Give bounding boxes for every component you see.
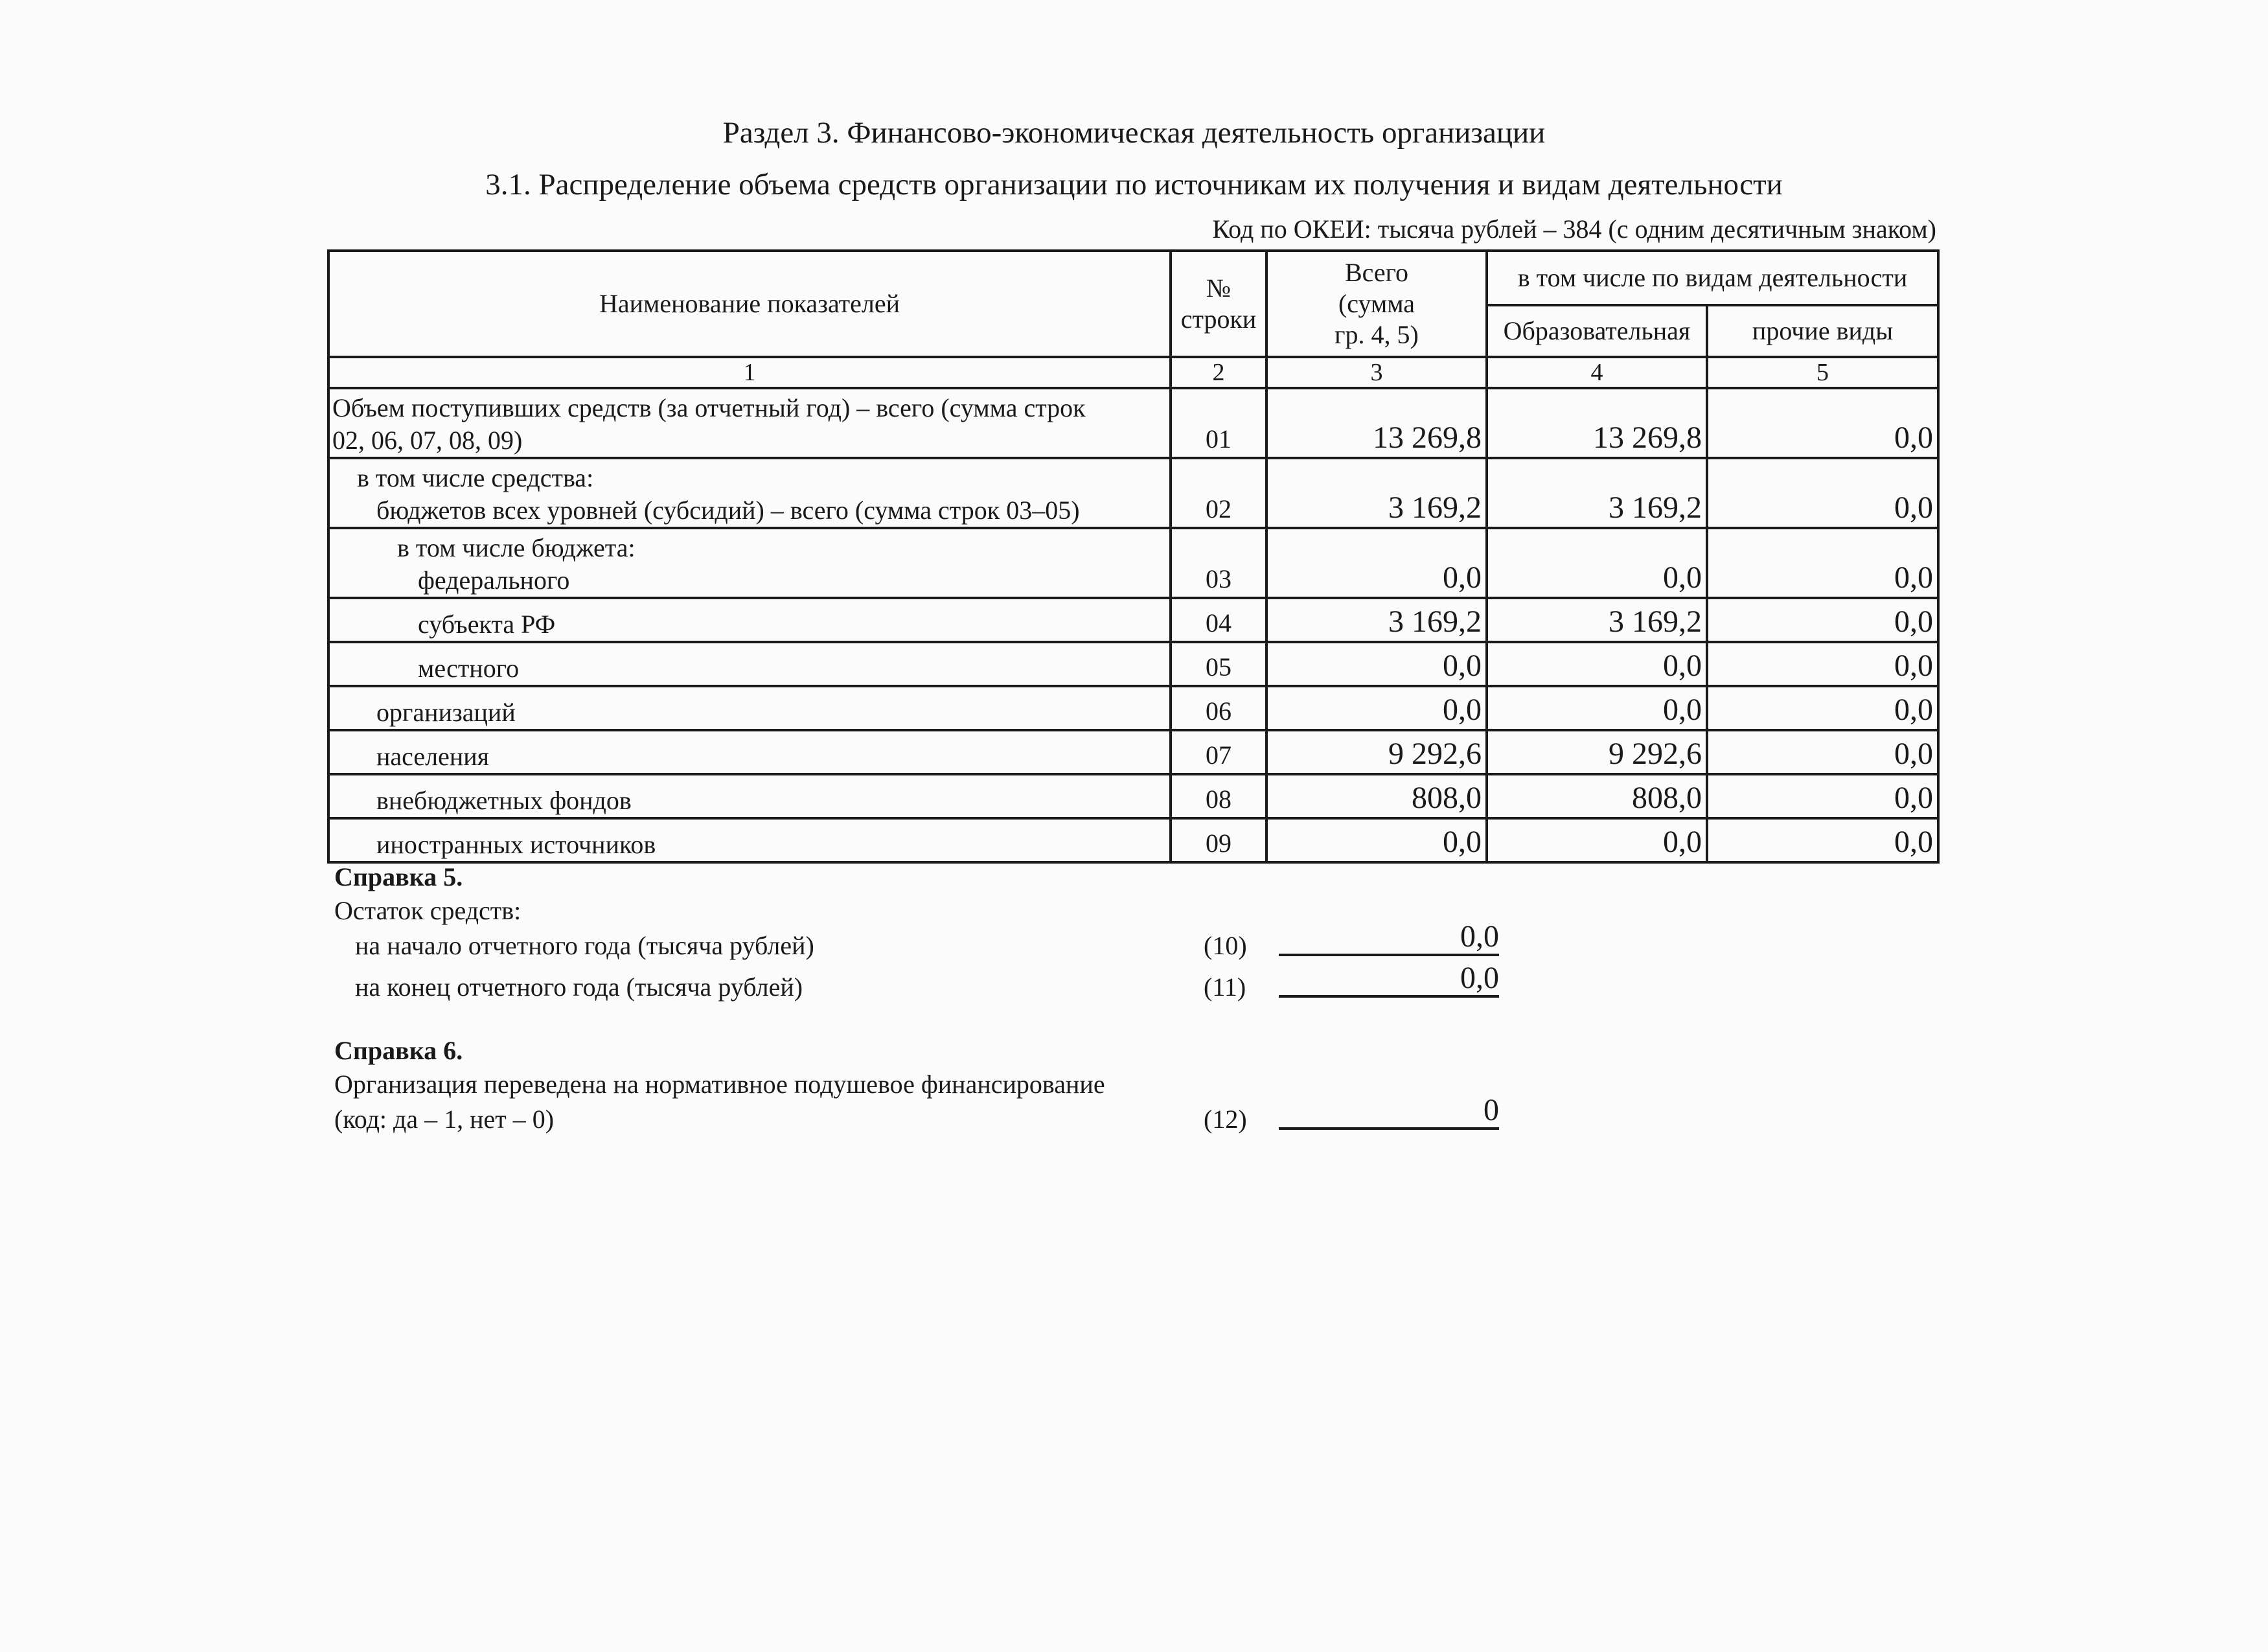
row-other: 0,0 xyxy=(1707,388,1938,458)
column-numbers-row xyxy=(328,357,1938,388)
balance-end-value: 0,0 xyxy=(1279,961,1499,998)
table-row xyxy=(328,598,1938,642)
column-number: 5 xyxy=(1707,357,1938,388)
okei-note: Код по ОКЕИ: тысяча рублей – 384 (с одним десятичным знаком) xyxy=(1212,214,1936,244)
row-code: 08 xyxy=(1171,774,1266,818)
row-name-line-2: бюджетов всех уровней (субсидий) – всего (сумма строк 03–05) xyxy=(376,496,1080,525)
row-total: 0,0 xyxy=(1266,528,1487,598)
row-code: 09 xyxy=(1171,818,1266,862)
row-code: 06 xyxy=(1171,686,1266,730)
row-code: 01 xyxy=(1171,388,1266,458)
header-educational: Образовательная xyxy=(1487,305,1707,357)
row-total: 0,0 xyxy=(1266,642,1487,686)
row-name-line-1: организаций xyxy=(376,698,516,727)
spravka-5 xyxy=(334,862,1889,1030)
table-row xyxy=(328,528,1938,598)
row-total: 0,0 xyxy=(1266,686,1487,730)
row-name-line-1: населения xyxy=(376,742,490,771)
row-name-line-1: Объем поступивших средств (за отчетный год) – всего (сумма строк xyxy=(332,393,1086,422)
row-other: 0,0 xyxy=(1707,528,1938,598)
subsection-title: 3.1. Распределение объема средств организации по источникам их получения и видам деятельности xyxy=(485,168,1783,201)
row-name xyxy=(328,642,1171,686)
row-name xyxy=(328,388,1171,458)
balance-start-value: 0,0 xyxy=(1279,920,1499,956)
header-total-line-3: гр. 4, 5) xyxy=(1334,320,1419,349)
row-other: 0,0 xyxy=(1707,598,1938,642)
spravka-5-title: Справка 5. xyxy=(334,862,463,891)
row-code: 03 xyxy=(1171,528,1266,598)
row-name xyxy=(328,818,1171,862)
row-name-line-1: в том числе бюджета: xyxy=(397,533,636,562)
row-other: 0,0 xyxy=(1707,730,1938,774)
row-other: 0,0 xyxy=(1707,818,1938,862)
row-name-line-1: местного xyxy=(418,654,520,683)
header-name: Наименование показателей xyxy=(328,251,1171,357)
row-educational: 0,0 xyxy=(1487,818,1707,862)
table-row xyxy=(328,774,1938,818)
column-number: 2 xyxy=(1171,357,1266,388)
row-educational: 3 169,2 xyxy=(1487,458,1707,528)
row-name xyxy=(328,774,1171,818)
balance-start-label: на начало отчетного года (тысяча рублей) xyxy=(355,931,814,960)
row-other: 0,0 xyxy=(1707,458,1938,528)
per-capita-code: (12) xyxy=(1204,1105,1247,1134)
balance-end-code: (11) xyxy=(1204,972,1246,1002)
table-row xyxy=(328,818,1938,862)
row-code: 02 xyxy=(1171,458,1266,528)
row-educational: 13 269,8 xyxy=(1487,388,1707,458)
header-by-activity: в том числе по видам деятельности xyxy=(1487,251,1938,305)
header-total-line-1: Всего xyxy=(1344,258,1409,287)
row-code: 07 xyxy=(1171,730,1266,774)
row-educational: 808,0 xyxy=(1487,774,1707,818)
row-educational: 3 169,2 xyxy=(1487,598,1707,642)
row-total: 13 269,8 xyxy=(1266,388,1487,458)
row-name xyxy=(328,528,1171,598)
row-code: 04 xyxy=(1171,598,1266,642)
row-name-line-1: внебюджетных фондов xyxy=(376,786,632,815)
row-name-line-2: 02, 06, 07, 08, 09) xyxy=(332,426,523,455)
row-name xyxy=(328,686,1171,730)
table-row xyxy=(328,458,1938,528)
spravka-5-subtitle: Остаток средств: xyxy=(334,896,521,925)
header-total-line-2: (сумма xyxy=(1338,289,1415,318)
table-header-row xyxy=(328,251,1938,305)
funds-distribution-table xyxy=(327,249,1940,864)
spravka-6 xyxy=(334,1035,1889,1152)
row-educational: 0,0 xyxy=(1487,642,1707,686)
row-educational: 0,0 xyxy=(1487,528,1707,598)
table-row xyxy=(328,686,1938,730)
balance-start-code: (10) xyxy=(1204,931,1247,960)
row-other: 0,0 xyxy=(1707,774,1938,818)
header-total xyxy=(1266,251,1487,357)
spravka-6-line-1: Организация переведена на нормативное подушевое финансирование xyxy=(334,1070,1105,1099)
row-name xyxy=(328,458,1171,528)
row-total: 3 169,2 xyxy=(1266,458,1487,528)
row-total: 9 292,6 xyxy=(1266,730,1487,774)
row-code: 05 xyxy=(1171,642,1266,686)
row-educational: 9 292,6 xyxy=(1487,730,1707,774)
header-row-number-line-1: № xyxy=(1206,273,1231,303)
column-number: 4 xyxy=(1487,357,1707,388)
row-other: 0,0 xyxy=(1707,686,1938,730)
row-total: 0,0 xyxy=(1266,818,1487,862)
row-name xyxy=(328,598,1171,642)
row-name-line-2: федерального xyxy=(418,566,570,595)
row-total: 3 169,2 xyxy=(1266,598,1487,642)
column-number: 1 xyxy=(328,357,1171,388)
row-other: 0,0 xyxy=(1707,642,1938,686)
spravka-6-title: Справка 6. xyxy=(334,1036,463,1065)
table-row xyxy=(328,642,1938,686)
row-total: 808,0 xyxy=(1266,774,1487,818)
row-name-line-1: иностранных источников xyxy=(376,830,656,859)
row-name xyxy=(328,730,1171,774)
table-row xyxy=(328,388,1938,458)
row-name-line-1: в том числе средства: xyxy=(357,463,594,492)
section-title: Раздел 3. Финансово-экономическая деятельность организации xyxy=(722,116,1546,150)
table-row xyxy=(328,730,1938,774)
spravka-6-line-2: (код: да – 1, нет – 0) xyxy=(334,1105,555,1134)
header-row-number-line-2: строки xyxy=(1180,304,1257,334)
row-name-line-1: субъекта РФ xyxy=(418,610,556,639)
per-capita-value: 0 xyxy=(1279,1094,1499,1130)
balance-end-label: на конец отчетного года (тысяча рублей) xyxy=(355,972,803,1002)
row-educational: 0,0 xyxy=(1487,686,1707,730)
header-row-number xyxy=(1171,251,1266,357)
column-number: 3 xyxy=(1266,357,1487,388)
header-other: прочие виды xyxy=(1707,305,1938,357)
